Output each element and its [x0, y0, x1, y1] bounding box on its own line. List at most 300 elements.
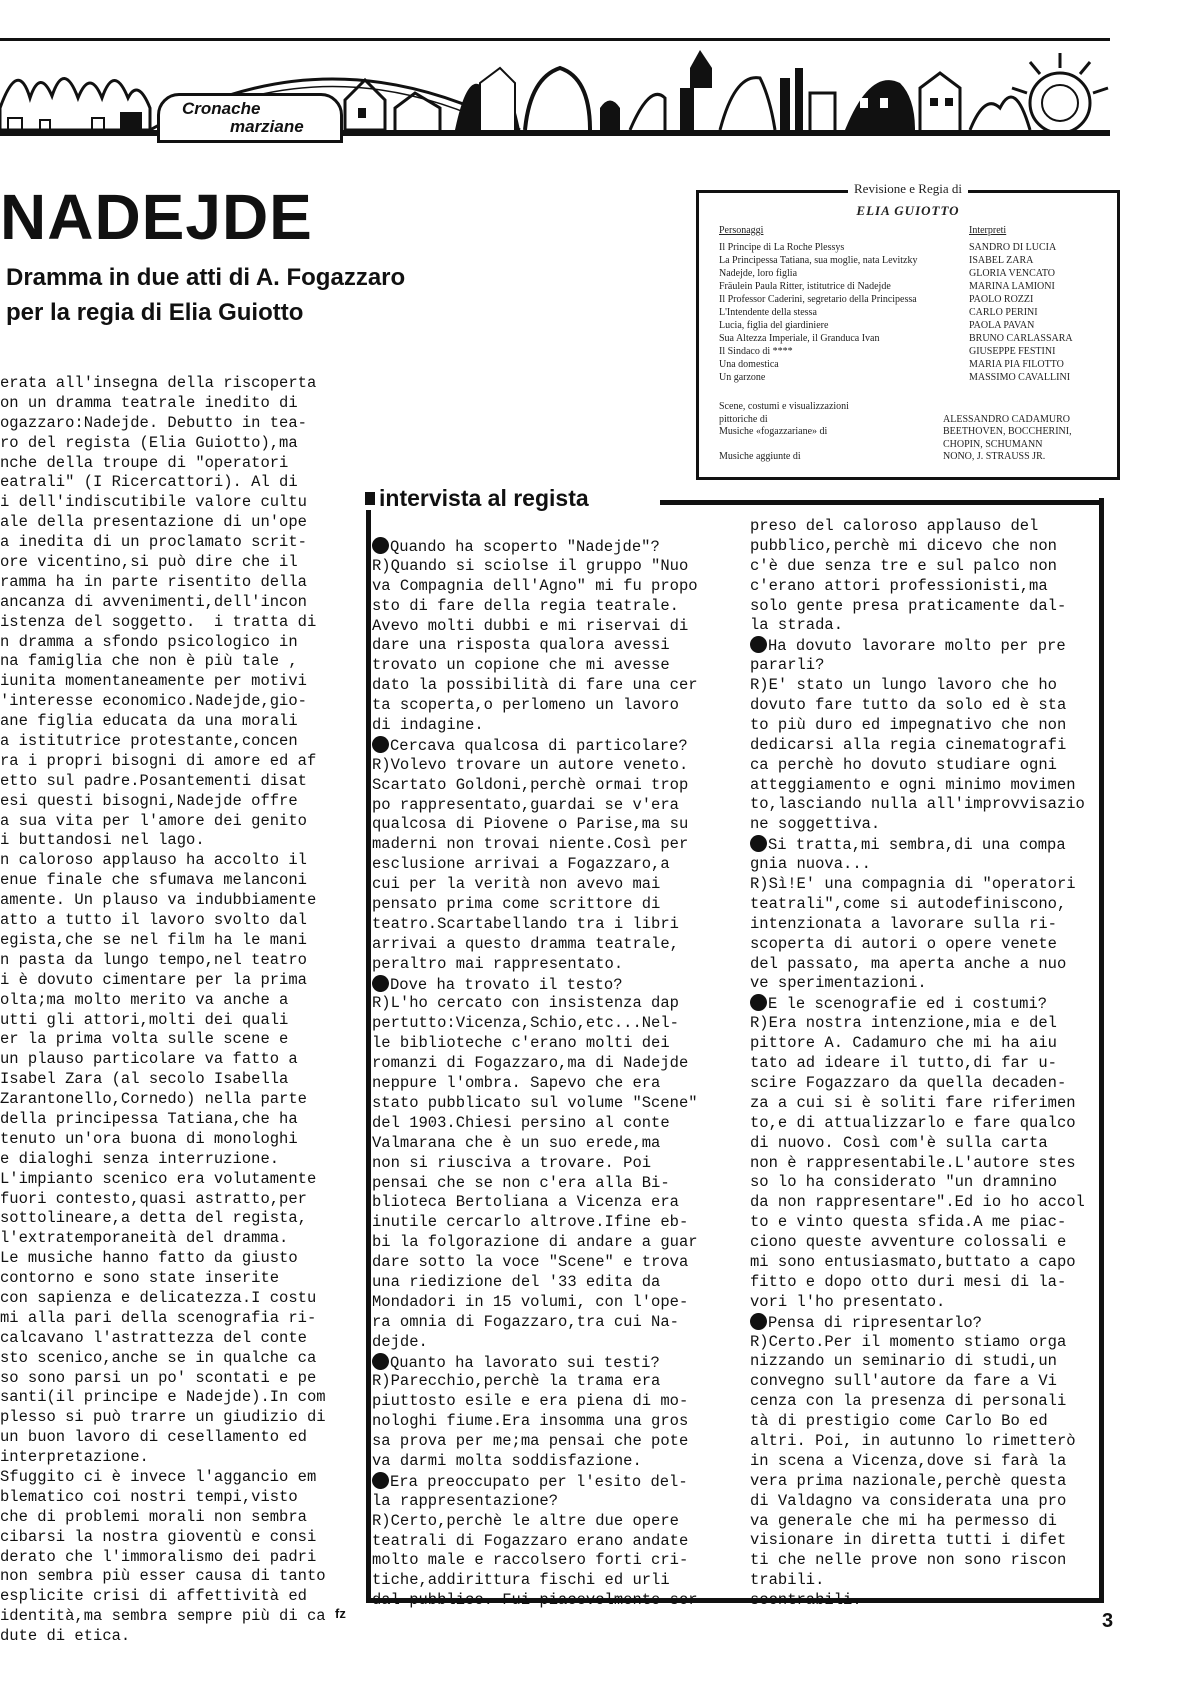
- line-text: solo gente presa praticamente dal-: [750, 596, 1067, 615]
- review-line: [0, 1428, 326, 1448]
- cast-actor: ISABEL ZARA: [969, 255, 1034, 266]
- line-text: non sembra più esser causa di tanto: [0, 1567, 326, 1586]
- line-text: ogazzaro:Nadejde. Debutto in tea-: [0, 413, 307, 432]
- line-text: Scartato Goldoni,perchè ormai trop: [372, 775, 689, 794]
- interview-line: [372, 1014, 698, 1034]
- interview-line: [372, 716, 698, 736]
- line-text: in scena a Vicenza,dove si farà la: [750, 1451, 1067, 1470]
- interview-line: [750, 815, 1085, 835]
- interview-line: [750, 855, 1085, 875]
- review-line: [0, 454, 326, 474]
- interview-line: [750, 1074, 1085, 1094]
- interview-line: [750, 915, 1085, 935]
- cast-role: Lucia, figlia del giardiniere: [719, 320, 829, 331]
- line-text: a sua vita per l'amore dei genito: [0, 811, 307, 830]
- interview-line: [372, 597, 698, 617]
- interview-line: [372, 975, 698, 995]
- line-text: dal pubblico. Fui piacevolmente sor: [372, 1591, 698, 1610]
- interview-line: [372, 1174, 698, 1194]
- review-line: [0, 851, 326, 871]
- question-text: Si tratta,mi sembra,di una compa: [768, 836, 1066, 855]
- line-text: etto sul padre.Posantementi disat: [0, 771, 307, 790]
- line-text: n caloroso applauso ha accolto il: [0, 851, 307, 870]
- cast-heading: Revisione e Regia di: [848, 181, 968, 196]
- article-subtitle-line2: per la regia di Elia Guiotto: [6, 299, 304, 326]
- interview-line: [750, 1034, 1085, 1054]
- interview-line: [372, 1412, 698, 1432]
- line-text: eatrali" (I Ricercattori). Al di: [0, 473, 298, 492]
- line-text: maderni non trovai niente.Così per: [372, 835, 689, 854]
- line-text: esclusione arrivai a Fogazzaro,a: [372, 855, 670, 874]
- line-text: ro del regista (Elia Guiotto),ma: [0, 433, 298, 452]
- review-line: [0, 1150, 326, 1170]
- review-line: [0, 732, 326, 752]
- review-line: [0, 672, 326, 692]
- question-bullet-icon: [750, 636, 767, 653]
- line-text: della principessa Tatiana,che ha: [0, 1109, 298, 1128]
- cast-actor: MARINA LAMIONI: [969, 281, 1055, 292]
- interview-title: [365, 487, 593, 510]
- review-line: [0, 1289, 326, 1309]
- review-line: [0, 1488, 326, 1508]
- line-text: identità,ma sembra sempre più di ca: [0, 1607, 326, 1626]
- interview-line: [372, 537, 698, 557]
- line-text: i è dovuto cimentare per la prima: [0, 970, 307, 989]
- line-text: una riedizione del '33 edita da: [372, 1272, 661, 1291]
- line-text: i dell'indiscutibile valore cultu: [0, 493, 307, 512]
- interview-line: [750, 636, 1085, 656]
- interview-line: [750, 1233, 1085, 1253]
- credit-value: ALESSANDRO CADAMURO: [943, 413, 1070, 425]
- interview-line: [750, 1352, 1085, 1372]
- line-text: non si riusciva a trovare. Poi: [372, 1153, 652, 1172]
- cast-actor: GLORIA VENCATO: [969, 268, 1056, 279]
- line-text: molto male e raccolsero forti cri-: [372, 1551, 689, 1570]
- line-text: stato pubblicato sul volume "Scene": [372, 1093, 698, 1112]
- cast-roles-list: [719, 241, 918, 384]
- question-text: Cercava qualcosa di particolare?: [390, 736, 688, 755]
- line-text: enue finale che sfumava melanconi: [0, 871, 307, 890]
- line-text: pittore A. Cadamuro che mi ha aiu: [750, 1034, 1057, 1053]
- question-text: Ha dovuto lavorare molto per pre: [768, 637, 1066, 656]
- question-text: Dove ha trovato il testo?: [390, 975, 623, 994]
- interview-line: [750, 716, 1085, 736]
- credit-value: CHOPIN, SCHUMANN: [943, 438, 1043, 450]
- line-text: ale della presentazione di un'ope: [0, 513, 307, 532]
- line-text: di indagine.: [372, 716, 484, 735]
- interview-line: [750, 1372, 1085, 1392]
- interview-line: [750, 1253, 1085, 1273]
- review-line: [0, 812, 326, 832]
- line-text: atteggiamento e ogni minimo movimen: [750, 775, 1076, 794]
- interview-line: [750, 875, 1085, 895]
- line-text: gnia nuova...: [750, 855, 871, 874]
- interview-line: [372, 1213, 698, 1233]
- line-text: ti che nelle prove non sono riscon: [750, 1551, 1067, 1570]
- review-line: [0, 1070, 326, 1090]
- review-line: [0, 792, 326, 812]
- line-text: vera prima nazionale,perchè questa: [750, 1471, 1067, 1490]
- interview-line: [372, 1392, 698, 1412]
- interview-line: [372, 1253, 698, 1273]
- review-line: [0, 1408, 326, 1428]
- line-text: nche della troupe di "operatori: [0, 453, 289, 472]
- cast-role: Un garzone: [719, 372, 766, 383]
- line-text: to e vinto questa sfida.A me piac-: [750, 1213, 1067, 1232]
- review-line: [0, 712, 326, 732]
- line-text: vori l'ho presentato.: [750, 1292, 946, 1311]
- line-text: nologhi fiume.Era insomma una gros: [372, 1412, 689, 1431]
- line-text: l'extratemporaneità del dramma.: [0, 1229, 289, 1248]
- line-text: sa prova per me;ma pensai che pote: [372, 1432, 689, 1451]
- review-line: [0, 971, 326, 991]
- line-text: ore vicentino,si può dire che il: [0, 553, 298, 572]
- line-text: on un dramma teatrale inedito di: [0, 393, 298, 412]
- review-line: [0, 593, 326, 613]
- interview-line: [750, 835, 1085, 855]
- review-line: [0, 831, 326, 851]
- line-text: dute di etica.: [0, 1627, 131, 1646]
- line-text: Avevo molti dubbi e mi riservai di: [372, 616, 689, 635]
- line-text: R)Sì!E' una compagnia di "operatori: [750, 875, 1076, 894]
- interview-line: [372, 656, 698, 676]
- question-bullet-icon: [372, 736, 389, 753]
- interview-line: [750, 1134, 1085, 1154]
- interview-line: [750, 696, 1085, 716]
- credit-label: Scene, costumi e visualizzazioni: [719, 401, 849, 412]
- interview-line: [750, 656, 1085, 676]
- interview-line: [750, 616, 1085, 636]
- line-text: ra omnia di Fogazzaro,tra cui Na-: [372, 1312, 679, 1331]
- article-title: NADEJDE: [0, 181, 313, 253]
- interview-line: [372, 1551, 698, 1571]
- line-text: la strada.: [750, 616, 844, 635]
- interview-line: [750, 1472, 1085, 1492]
- interview-line: [372, 1054, 698, 1074]
- line-text: Valmarana che è un suo erede,ma: [372, 1133, 661, 1152]
- interview-line: [372, 577, 698, 597]
- line-text: R)L'ho cercato con insistenza dap: [372, 994, 679, 1013]
- review-line: [0, 692, 326, 712]
- line-text: teatrali",come si autodefiniscono,: [750, 894, 1067, 913]
- page-number: 3: [1102, 1610, 1114, 1632]
- line-text: so sono parsi un po' scontati e pe: [0, 1368, 317, 1387]
- line-text: c'erano attori professionisti,ma: [750, 576, 1048, 595]
- line-text: contorno e sono state inserite: [0, 1269, 280, 1288]
- review-line: [0, 891, 326, 911]
- review-line: [0, 1030, 326, 1050]
- interview-line: [372, 1293, 698, 1313]
- interview-line: [750, 974, 1085, 994]
- line-text: utti gli attori,molti dei quali: [0, 1010, 289, 1029]
- cast-role: Il Professor Caderini, segretario della Principessa: [719, 294, 917, 305]
- line-text: ane figlia educata da una morali: [0, 712, 298, 731]
- line-text: a inedita di un proclamato scrit-: [0, 533, 307, 552]
- credit-label: pittoriche di: [719, 413, 768, 425]
- line-text: tiche,addirittura fischi ed urli: [372, 1571, 670, 1590]
- author-signature: fz: [335, 1606, 346, 1621]
- column-label-line1: Cronache: [182, 99, 261, 118]
- interview-line: [750, 597, 1085, 617]
- cast-actors-heading: Interpreti: [969, 225, 1007, 236]
- review-line: [0, 911, 326, 931]
- review-line: [0, 1468, 326, 1488]
- line-text: dovuto fare tutto da solo ed è sta: [750, 696, 1067, 715]
- line-text: po rappresentato,guardai se v'era: [372, 795, 679, 814]
- cast-actor: GIUSEPPE FESTINI: [969, 346, 1056, 357]
- interview-line: [372, 835, 698, 855]
- review-line: [0, 1130, 326, 1150]
- line-text: va generale che mi ha permesso di: [750, 1511, 1057, 1530]
- cast-role: Fräulein Paula Ritter, istitutrice di Nadejde: [719, 281, 891, 292]
- interview-line: [750, 1531, 1085, 1551]
- line-text: to,lasciando nulla all'improvvisazio: [750, 795, 1085, 814]
- line-text: na famiglia che non è più tale ,: [0, 652, 298, 671]
- interview-line: [750, 1213, 1085, 1233]
- line-text: ne soggettiva.: [750, 815, 881, 834]
- line-text: ancanza di avvenimenti,dell'incon: [0, 592, 307, 611]
- interview-line: [372, 915, 698, 935]
- review-line: [0, 1011, 326, 1031]
- interview-line: [372, 617, 698, 637]
- interview-line: [372, 1512, 698, 1532]
- review-line: [0, 1269, 326, 1289]
- line-text: nizzando un seminario di studi,un: [750, 1352, 1057, 1371]
- review-line: [0, 513, 326, 533]
- review-line: [0, 871, 326, 891]
- interview-line: [372, 1492, 698, 1512]
- review-line: [0, 1229, 326, 1249]
- line-text: Isabel Zara (al secolo Isabella: [0, 1070, 289, 1089]
- interview-line: [750, 994, 1085, 1014]
- line-text: Sfuggito ci è invece l'aggancio em: [0, 1467, 317, 1486]
- line-text: esi questi bisogni,Nadejde offre: [0, 791, 298, 810]
- interview-line: [750, 736, 1085, 756]
- line-text: scire Fogazzaro da quella decaden-: [750, 1073, 1067, 1092]
- interview-line: [750, 676, 1085, 696]
- line-text: sottolineare,a detta del regista,: [0, 1209, 307, 1228]
- line-text: istenza del soggetto. i tratta di: [0, 612, 317, 631]
- line-text: pensai che se non c'era alla Bi-: [372, 1173, 670, 1192]
- line-text: qualcosa di Piovene o Parise,ma su: [372, 815, 689, 834]
- interview-line: [750, 1571, 1085, 1591]
- line-text: inutile cercarlo altrove.Ifine eb-: [372, 1213, 689, 1232]
- interview-line: [750, 537, 1085, 557]
- line-text: interpretazione.: [0, 1448, 149, 1467]
- line-text: intenzionata a lavorare sulla ri-: [750, 914, 1057, 933]
- cast-actor: MARIA PIA FILOTTO: [969, 359, 1064, 370]
- line-text: R)Parecchio,perchè la trama era: [372, 1372, 661, 1391]
- interview-line: [372, 736, 698, 756]
- credit-value: [943, 401, 1072, 414]
- interview-line: [372, 1432, 698, 1452]
- question-text: E le scenografie ed i costumi?: [768, 995, 1048, 1014]
- interview-line: [372, 776, 698, 796]
- line-text: santi(il principe e Nadejde).In com: [0, 1388, 326, 1407]
- line-text: piuttosto esile e era piena di mo-: [372, 1392, 689, 1411]
- interview-line: [372, 1074, 698, 1094]
- article-subtitle-line1: Dramma in due atti di A. Fogazzaro: [6, 264, 406, 291]
- interview-line: [750, 1452, 1085, 1472]
- line-text: va Compagnia dell'Agno" mi fu propo: [372, 576, 698, 595]
- review-line: [0, 1448, 326, 1468]
- line-text: fuori contesto,quasi astratto,per: [0, 1189, 307, 1208]
- review-line: [0, 772, 326, 792]
- line-text: so lo ha considerato "un dramnino: [750, 1173, 1057, 1192]
- line-text: to più duro ed impegnativo che non: [750, 715, 1067, 734]
- interview-line: [372, 1034, 698, 1054]
- interview-line: [750, 1492, 1085, 1512]
- question-text: Quanto ha lavorato sui testi?: [390, 1353, 660, 1372]
- cast-role: L'Intendente della stessa: [719, 307, 817, 318]
- line-text: blematico coi nostri tempi,visto: [0, 1487, 298, 1506]
- review-line: [0, 1607, 326, 1627]
- cast-roles-heading: Personaggi: [719, 225, 764, 236]
- question-bullet-icon: [372, 1472, 389, 1489]
- line-text: teatrali di Fogazzaro erano andate: [372, 1531, 689, 1550]
- line-text: arrivai a questo dramma teatrale,: [372, 934, 679, 953]
- line-text: di Valdagno va considerata una pro: [750, 1491, 1067, 1510]
- interview-line: [372, 756, 698, 776]
- line-text: un buon lavoro di cesellamento ed: [0, 1428, 307, 1447]
- line-text: tà di prestigio come Carlo Bo ed: [750, 1412, 1048, 1431]
- cast-role: La Principessa Tatiana, sua moglie, nata Levitzky: [719, 255, 918, 266]
- title-marker: [365, 492, 375, 505]
- line-text: dejde.: [372, 1332, 428, 1351]
- interview-line: [750, 1333, 1085, 1353]
- line-text: la rappresentazione?: [372, 1491, 559, 1510]
- interview-line: [372, 1313, 698, 1333]
- line-text: va darmi molta soddisfazione.: [372, 1451, 642, 1470]
- line-text: le biblioteche c'erano molti dei: [372, 1034, 670, 1053]
- line-text: Le musiche hanno fatto da giusto: [0, 1249, 298, 1268]
- interview-line: [372, 815, 698, 835]
- cast-box: [696, 181, 1120, 480]
- review-line: [0, 991, 326, 1011]
- interview-line: [372, 935, 698, 955]
- cast-heading-wrap: [699, 181, 1117, 197]
- credit-label: [719, 439, 849, 452]
- interview-line: [750, 1114, 1085, 1134]
- line-text: L'impianto scenico era volutamente: [0, 1169, 317, 1188]
- interview-line: [372, 955, 698, 975]
- line-text: che di problemi morali non sembra: [0, 1507, 307, 1526]
- line-text: dare sotto la voce "Scene" e trova: [372, 1253, 689, 1272]
- line-text: pubblico,perchè mi dicevo che non: [750, 536, 1057, 555]
- line-text: ciono queste avventure colossali e: [750, 1233, 1067, 1252]
- line-text: ca perchè ho dovuto studiare ogni: [750, 755, 1057, 774]
- question-bullet-icon: [372, 1353, 389, 1370]
- review-line: [0, 533, 326, 553]
- interview-line: [750, 1512, 1085, 1532]
- interview-line: [372, 1094, 698, 1114]
- line-text: cenza con la presenza di personali: [750, 1392, 1067, 1411]
- cast-role: Il Principe di La Roche Plessys: [719, 242, 845, 253]
- review-line: [0, 1170, 326, 1190]
- interview-line: [750, 1193, 1085, 1213]
- line-text: visionare in diretta tutti i difet: [750, 1531, 1067, 1550]
- review-line: [0, 1627, 326, 1647]
- line-text: del 1903.Chiesi persino al conte: [372, 1113, 670, 1132]
- interview-line: [372, 1472, 698, 1492]
- interview-line: [750, 1054, 1085, 1074]
- interview-line: [750, 577, 1085, 597]
- interview-line: [372, 1333, 698, 1353]
- review-line: [0, 1528, 326, 1548]
- interview-line: [750, 756, 1085, 776]
- interview-line: [750, 1313, 1085, 1333]
- line-text: di nuovo. Così com'è sulla carta: [750, 1133, 1048, 1152]
- review-line: [0, 1309, 326, 1329]
- review-line: [0, 1110, 326, 1130]
- review-line: [0, 1249, 326, 1269]
- interview-line: [372, 1591, 698, 1611]
- line-text: R)Era nostra intenzione,mia e del: [750, 1014, 1057, 1033]
- interview-line: [750, 1173, 1085, 1193]
- review-line: [0, 613, 326, 633]
- line-text: sto scenico,anche se in qualche ca: [0, 1348, 317, 1367]
- cast-credit-values: [943, 401, 1072, 464]
- line-text: ve sperimentazioni.: [750, 974, 927, 993]
- question-bullet-icon: [750, 1313, 767, 1330]
- line-text: er la prima volta sulle scene e: [0, 1030, 289, 1049]
- line-text: mi sono entusiasmato,buttato a capo: [750, 1252, 1076, 1271]
- line-text: preso del caloroso applauso del: [750, 517, 1039, 535]
- line-text: bi la folgorazione di andare a guar: [372, 1233, 698, 1252]
- review-line: [0, 1567, 326, 1587]
- question-text: Pensa di ripresentarlo?: [768, 1313, 982, 1332]
- interview-line: [750, 1392, 1085, 1412]
- question-bullet-icon: [750, 835, 767, 852]
- line-text: da non rappresentare".Ed io ho accol: [750, 1193, 1085, 1212]
- line-text: calcavano l'astrattezza del conte: [0, 1328, 307, 1347]
- interview-line: [750, 935, 1085, 955]
- interview-line: [750, 1014, 1085, 1034]
- interview-line: [372, 1114, 698, 1134]
- interview-line: [750, 955, 1085, 975]
- review-line: [0, 1329, 326, 1349]
- interview-column-1: [372, 537, 698, 1611]
- credit-value: NONO, J. STRAUSS JR.: [943, 451, 1046, 462]
- line-text: plesso si può trarre un giudizio di: [0, 1408, 326, 1427]
- line-text: cibarsi la nostra gioventù e consi: [0, 1527, 317, 1546]
- line-text: iunita momentaneamente per motivi: [0, 672, 307, 691]
- interview-line: [372, 796, 698, 816]
- line-text: altri. Poi, in autunno lo rimetterò: [750, 1431, 1076, 1450]
- interview-line: [750, 795, 1085, 815]
- cast-actor: CARLO PERINI: [969, 307, 1038, 318]
- line-text: derato che l'immoralismo dei padri: [0, 1547, 317, 1566]
- line-text: i buttandosi nel lago.: [0, 831, 205, 850]
- line-text: del passato, ma aperta anche a nuo: [750, 954, 1067, 973]
- line-text: dedicarsi alla regia cinematografi: [750, 735, 1067, 754]
- interview-line: [372, 1571, 698, 1591]
- review-line: [0, 633, 326, 653]
- review-line: [0, 374, 326, 394]
- line-text: Mondadori in 15 volumi, con l'ope-: [372, 1292, 689, 1311]
- cast-actors-list: [969, 241, 1073, 384]
- line-text: za a cui si è soliti fare riferimen: [750, 1093, 1076, 1112]
- review-line: [0, 1587, 326, 1607]
- interview-line: [372, 557, 698, 577]
- interview-box-top-rule: [660, 500, 1104, 505]
- line-text: blioteca Bertoliana a Vicenza era: [372, 1193, 679, 1212]
- line-text: convegno sull'autore da fare a Vi: [750, 1372, 1057, 1391]
- review-line: [0, 1190, 326, 1210]
- line-text: trabili.: [750, 1571, 825, 1590]
- interview-line: [372, 696, 698, 716]
- credit-label: Musiche aggiunte di: [719, 451, 801, 462]
